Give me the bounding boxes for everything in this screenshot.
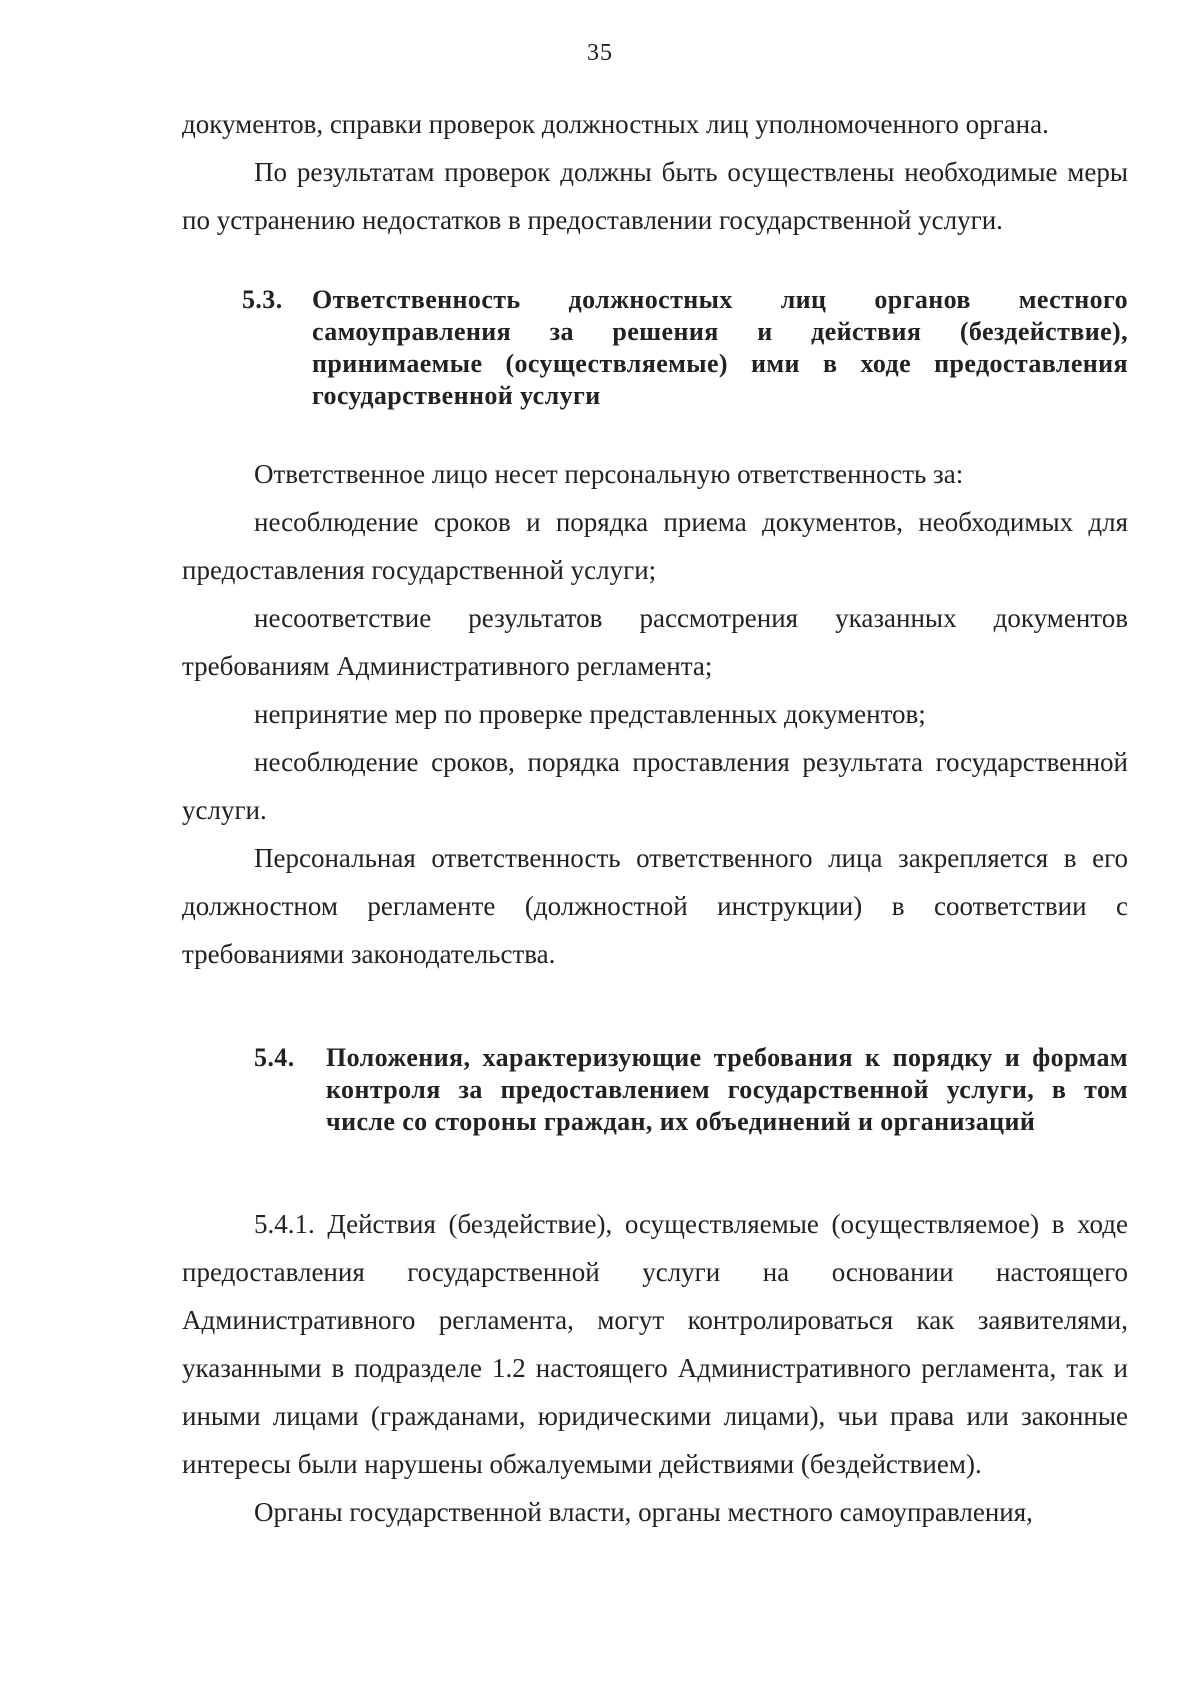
responsibility-block	[182, 450, 1128, 978]
section-title: Ответственность должностных лиц органов местного самоуправления за решения и действия (бездействие), принимаемые (осуществляемые) ими в ходе предоставления государственной услуги	[312, 285, 1128, 410]
paragraph-personal-responsibility: Персональная ответственность ответственного лица закрепляется в его должностном регламенте (должностной инструкции) в соответствии с требованиями законодательства.	[182, 843, 1128, 969]
section-title: Положения, характеризующие требования к порядку и формам контроля за предоставлением государственной услуги, в том числе со стороны граждан, их объединений и организаций	[326, 1043, 1128, 1136]
paragraph-authorities: Органы государственной власти, органы местного самоуправления,	[254, 1497, 1033, 1527]
intro-block	[182, 100, 1128, 244]
paragraph-5-4-1: 5.4.1. Действия (бездействие), осуществляемые (осуществляемое) в ходе предоставления государственной услуги на основании настоящего Административного регламента, могут контролироваться как заявителями, указанными в подразделе 1.2 настоящего Административного регламента, так и иными лицами (гражданами, юридическими лицами), чьи права или законные интересы были нарушены обжалуемыми действиями (бездействием).	[182, 1209, 1128, 1479]
section-number: 5.4.	[254, 1043, 295, 1072]
paragraph-item-3: непринятие мер по проверке представленных документов;	[254, 699, 926, 729]
paragraph-item-4: несоблюдение сроков, порядка проставления результата государственной услуги.	[182, 747, 1128, 825]
paragraph-item-1: несоблюдение сроков и порядка приема документов, необходимых для предоставления государственной услуги;	[182, 507, 1128, 585]
control-block	[182, 1200, 1128, 1536]
section-heading-5-4	[254, 1042, 1128, 1138]
paragraph-continuation: документов, справки проверок должностных лиц уполномоченного органа.	[182, 109, 1049, 139]
section-heading-5-3	[242, 284, 1128, 412]
paragraph-item-2: несоответствие результатов рассмотрения указанных документов требованиям Административного регламента;	[182, 603, 1128, 681]
paragraph-checks-results: По результатам проверок должны быть осуществлены необходимые меры по устранению недостатков в предоставлении государственной услуги.	[182, 157, 1128, 235]
section-number: 5.3.	[242, 285, 283, 314]
paragraph-responsibility-intro: Ответственное лицо несет персональную ответственность за:	[254, 459, 964, 489]
page-number: 35	[587, 40, 613, 66]
